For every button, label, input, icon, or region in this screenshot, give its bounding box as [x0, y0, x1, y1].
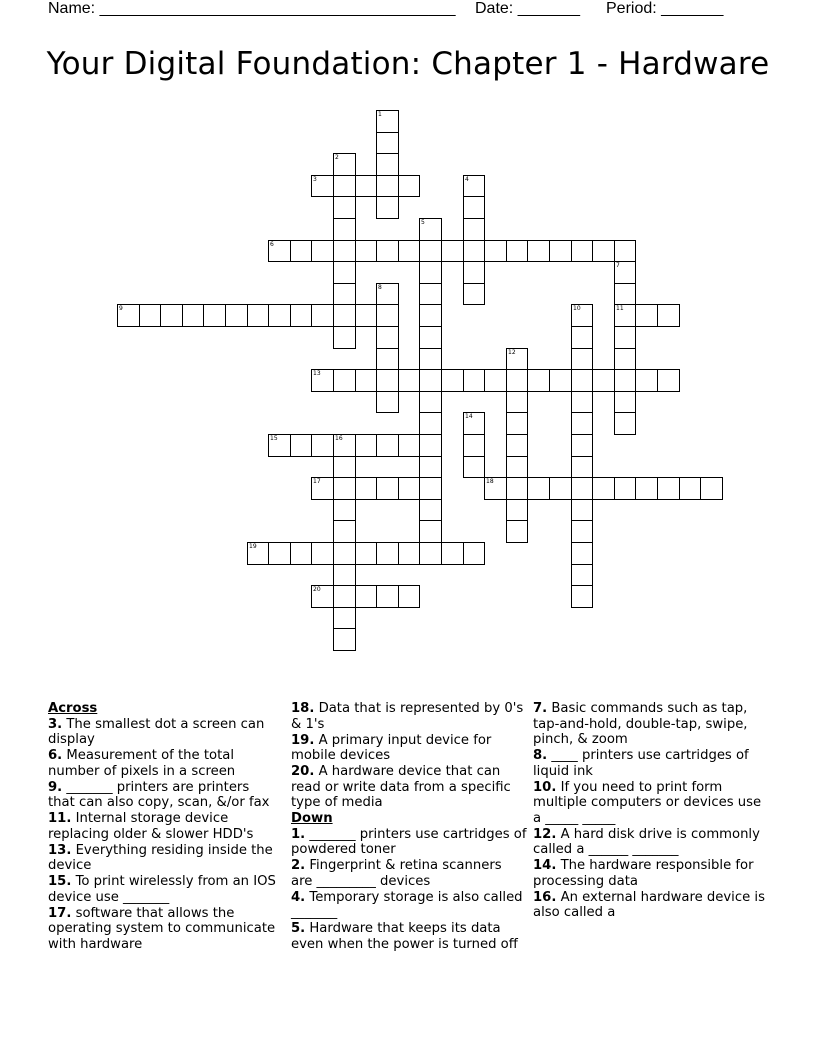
- grid-cell[interactable]: [268, 304, 291, 327]
- clue-number: 10: [573, 305, 581, 312]
- grid-cell[interactable]: [463, 240, 485, 262]
- clue-text: _______ printers are printers that can also copy, scan, &/or fax: [48, 779, 270, 810]
- grid-cell[interactable]: [290, 542, 312, 565]
- clue-number: 15: [270, 435, 278, 442]
- clue-num: 11.: [48, 811, 72, 826]
- clue-num: 3.: [48, 716, 63, 732]
- grid-cell[interactable]: [139, 304, 161, 327]
- grid-cell[interactable]: [311, 585, 334, 608]
- grid-cell[interactable]: [333, 456, 356, 478]
- grid-cell[interactable]: [571, 542, 593, 565]
- grid-cell[interactable]: [571, 369, 593, 392]
- down-heading: Down: [291, 811, 333, 826]
- grid-cell[interactable]: [333, 304, 356, 327]
- clue-num: 8.: [533, 748, 548, 763]
- grid-cell[interactable]: [290, 434, 312, 457]
- grid-cell[interactable]: [398, 585, 420, 608]
- across-clue: [291, 701, 527, 732]
- grid-cell[interactable]: [333, 520, 356, 543]
- grid-cell[interactable]: [571, 348, 593, 370]
- clue-text: A primary input device for mobile devices: [291, 732, 492, 763]
- grid-cell[interactable]: [311, 240, 334, 262]
- grid-cell[interactable]: [419, 542, 442, 565]
- down-clue: [533, 748, 769, 779]
- grid-cell[interactable]: [311, 175, 334, 197]
- grid-cell[interactable]: [419, 369, 442, 392]
- grid-cell[interactable]: [571, 412, 593, 435]
- grid-cell[interactable]: [484, 477, 507, 500]
- grid-cell[interactable]: [333, 477, 356, 500]
- grid-cell[interactable]: [506, 412, 528, 435]
- clue-text: Basic commands such as tap, tap-and-hold, double-tap, swipe, pinch, & zoom: [533, 701, 748, 747]
- grid-cell[interactable]: [571, 434, 593, 457]
- grid-cell[interactable]: [376, 391, 399, 413]
- clue-number: 20: [313, 586, 321, 593]
- grid-cell[interactable]: [614, 348, 636, 370]
- clue-num: 6.: [48, 748, 63, 763]
- grid-cell[interactable]: [247, 304, 269, 327]
- grid-cell[interactable]: [117, 304, 140, 327]
- grid-cell[interactable]: [635, 304, 658, 327]
- grid-cell[interactable]: [376, 585, 399, 608]
- across-clue: [48, 843, 280, 874]
- grid-cell[interactable]: [571, 585, 593, 608]
- grid-cell[interactable]: [333, 196, 356, 219]
- across-clue: [291, 733, 527, 764]
- grid-cell[interactable]: [614, 326, 636, 349]
- grid-cell[interactable]: [333, 283, 356, 305]
- grid-cell[interactable]: [376, 369, 399, 392]
- clue-text: _______ printers use cartridges of powdered toner: [291, 826, 527, 857]
- grid-cell[interactable]: [614, 261, 636, 284]
- clue-num: 7.: [533, 701, 548, 716]
- grid-cell[interactable]: [657, 304, 680, 327]
- clue-text: The smallest dot a screen can display: [48, 716, 265, 747]
- grid-cell[interactable]: [376, 434, 399, 457]
- across-clue: [48, 748, 280, 779]
- grid-cell[interactable]: [614, 304, 636, 327]
- clue-number: 16: [335, 435, 343, 442]
- grid-cell[interactable]: [398, 175, 420, 197]
- grid-cell[interactable]: [679, 477, 701, 500]
- grid-cell[interactable]: [527, 477, 550, 500]
- grid-cell[interactable]: [333, 240, 356, 262]
- grid-cell[interactable]: [333, 585, 356, 608]
- across-clue: [48, 717, 280, 748]
- clue-num: 15.: [48, 874, 72, 889]
- grid-cell[interactable]: [290, 240, 312, 262]
- grid-cell[interactable]: [419, 434, 442, 457]
- grid-cell[interactable]: [376, 477, 399, 500]
- grid-cell[interactable]: [333, 542, 356, 565]
- grid-cell[interactable]: [376, 153, 399, 176]
- grid-cell[interactable]: [506, 499, 528, 521]
- grid-cell[interactable]: [463, 434, 485, 457]
- grid-cell[interactable]: [441, 240, 464, 262]
- grid-cell[interactable]: [419, 499, 442, 521]
- grid-cell[interactable]: [506, 391, 528, 413]
- grid-cell[interactable]: [527, 240, 550, 262]
- grid-cell[interactable]: [635, 369, 658, 392]
- clue-num: 20.: [291, 764, 315, 779]
- clue-text: Measurement of the total number of pixels in a screen: [48, 748, 236, 779]
- clue-text: The hardware responsible for processing data: [533, 858, 754, 889]
- grid-cell[interactable]: [376, 348, 399, 370]
- grid-cell[interactable]: [333, 175, 356, 197]
- clue-text: An external hardware device is also called a: [533, 889, 765, 920]
- grid-cell[interactable]: [571, 326, 593, 349]
- grid-cell[interactable]: [419, 520, 442, 543]
- clues-column-3: [533, 701, 769, 921]
- grid-cell[interactable]: [463, 542, 485, 565]
- grid-cell[interactable]: [268, 240, 291, 262]
- clue-text: If you need to print form multiple computers or devices use a _____ _____: [533, 779, 762, 826]
- grid-cell[interactable]: [614, 369, 636, 392]
- clue-text: Everything residing inside the device: [48, 842, 273, 873]
- clue-number: 2: [335, 154, 339, 161]
- grid-cell[interactable]: [419, 412, 442, 435]
- grid-cell[interactable]: [333, 564, 356, 586]
- grid-cell[interactable]: [419, 261, 442, 284]
- grid-cell[interactable]: [571, 304, 593, 327]
- down-clue: [533, 890, 769, 921]
- clue-number: 3: [313, 176, 317, 183]
- grid-cell[interactable]: [592, 369, 615, 392]
- across-heading: Across: [48, 701, 98, 716]
- grid-cell[interactable]: [419, 304, 442, 327]
- clue-num: 14.: [533, 858, 557, 873]
- grid-cell[interactable]: [506, 369, 528, 392]
- grid-cell[interactable]: [376, 240, 399, 262]
- grid-cell[interactable]: [614, 412, 636, 435]
- grid-cell[interactable]: [463, 218, 485, 241]
- grid-cell[interactable]: [398, 477, 420, 500]
- down-clue: [533, 701, 769, 748]
- grid-cell[interactable]: [571, 499, 593, 521]
- clue-text: ____ printers use cartridges of liquid ink: [533, 748, 749, 779]
- clue-number: 14: [465, 413, 473, 420]
- grid-cell[interactable]: [398, 434, 420, 457]
- grid-cell[interactable]: [484, 240, 507, 262]
- clue-num: 5.: [291, 921, 306, 936]
- grid-cell[interactable]: [376, 110, 399, 133]
- grid-cell[interactable]: [355, 434, 377, 457]
- grid-cell[interactable]: [549, 369, 572, 392]
- grid-cell[interactable]: [463, 175, 485, 197]
- page-title: Your Digital Foundation: Chapter 1 - Hardware: [46, 46, 770, 82]
- grid-cell[interactable]: [160, 304, 183, 327]
- grid-cell[interactable]: [355, 477, 377, 500]
- grid-cell[interactable]: [657, 369, 680, 392]
- clue-number: 4: [465, 176, 469, 183]
- across-clue: [48, 811, 280, 842]
- clue-num: 17.: [48, 905, 72, 921]
- across-clue: [48, 874, 280, 905]
- grid-cell[interactable]: [571, 240, 593, 262]
- clue-num: 9.: [48, 779, 63, 795]
- clue-num: 2.: [291, 858, 306, 873]
- grid-cell[interactable]: [527, 369, 550, 392]
- down-clue: [291, 858, 527, 889]
- grid-cell[interactable]: [333, 607, 356, 629]
- down-clue: [533, 858, 769, 889]
- grid-cell[interactable]: [398, 240, 420, 262]
- grid-cell[interactable]: [333, 153, 356, 176]
- clue-num: 10.: [533, 779, 557, 795]
- clue-text: software that allows the operating system to communicate with hardware: [48, 905, 276, 952]
- grid-cell[interactable]: [355, 542, 377, 565]
- grid-cell[interactable]: [355, 175, 377, 197]
- grid-cell[interactable]: [506, 434, 528, 457]
- grid-cell[interactable]: [463, 456, 485, 478]
- grid-cell[interactable]: [635, 477, 658, 500]
- clue-number: 6: [270, 241, 274, 248]
- clue-number: 8: [378, 284, 382, 291]
- grid-cell[interactable]: [311, 434, 334, 457]
- grid-cell[interactable]: [506, 520, 528, 543]
- clue-text: Hardware that keeps its data even when the power is turned off: [291, 921, 518, 952]
- grid-cell[interactable]: [376, 542, 399, 565]
- clue-number: 17: [313, 478, 321, 485]
- grid-cell[interactable]: [311, 542, 334, 565]
- clue-num: 16.: [533, 889, 557, 905]
- grid-cell[interactable]: [225, 304, 248, 327]
- grid-cell[interactable]: [657, 477, 680, 500]
- grid-cell[interactable]: [376, 304, 399, 327]
- clue-text: Temporary storage is also called _______: [291, 889, 523, 920]
- grid-cell[interactable]: [376, 326, 399, 349]
- grid-cell[interactable]: [355, 240, 377, 262]
- grid-cell[interactable]: [333, 261, 356, 284]
- grid-cell[interactable]: [419, 218, 442, 241]
- grid-cell[interactable]: [355, 585, 377, 608]
- grid-cell[interactable]: [268, 434, 291, 457]
- grid-cell[interactable]: [268, 542, 291, 565]
- clue-num: 18.: [291, 701, 315, 716]
- grid-cell[interactable]: [355, 369, 377, 392]
- grid-cell[interactable]: [290, 304, 312, 327]
- grid-cell[interactable]: [419, 326, 442, 349]
- grid-cell[interactable]: [592, 240, 615, 262]
- grid-cell[interactable]: [419, 348, 442, 370]
- grid-cell[interactable]: [247, 542, 269, 565]
- grid-cell[interactable]: [333, 628, 356, 651]
- clue-num: 4.: [291, 889, 306, 905]
- grid-cell[interactable]: [419, 477, 442, 500]
- grid-cell[interactable]: [571, 456, 593, 478]
- grid-cell[interactable]: [333, 434, 356, 457]
- clue-num: 19.: [291, 732, 315, 748]
- clue-text: A hardware device that can read or write data from a specific type of media: [291, 764, 511, 810]
- grid-cell[interactable]: [376, 283, 399, 305]
- clues-column-2: [291, 701, 527, 953]
- grid-cell[interactable]: [376, 175, 399, 197]
- grid-cell[interactable]: [398, 542, 420, 565]
- grid-cell[interactable]: [549, 477, 572, 500]
- grid-cell[interactable]: [419, 391, 442, 413]
- grid-cell[interactable]: [376, 196, 399, 219]
- grid-cell[interactable]: [484, 369, 507, 392]
- clue-text: A hard disk drive is commonly called a ______ _______: [533, 826, 760, 857]
- grid-cell[interactable]: [311, 477, 334, 500]
- grid-cell[interactable]: [571, 391, 593, 413]
- clues-column-1: [48, 701, 280, 953]
- clue-number: 19: [249, 543, 257, 550]
- grid-cell[interactable]: [203, 304, 226, 327]
- clue-text: Internal storage device replacing older & slower HDD's: [48, 811, 254, 842]
- grid-cell[interactable]: [333, 218, 356, 241]
- down-clue: [533, 827, 769, 858]
- clue-text: To print wirelessly from an IOS device use _______: [48, 874, 276, 905]
- grid-cell[interactable]: [506, 456, 528, 478]
- clue-text: Fingerprint & retina scanners are _________ devices: [291, 858, 502, 889]
- clue-number: 11: [616, 305, 624, 312]
- grid-cell[interactable]: [463, 369, 485, 392]
- across-clue: [48, 906, 280, 953]
- grid-cell[interactable]: [419, 456, 442, 478]
- grid-cell[interactable]: [463, 261, 485, 284]
- grid-cell[interactable]: [311, 369, 334, 392]
- clue-number: 12: [508, 349, 516, 356]
- grid-cell[interactable]: [333, 499, 356, 521]
- down-clue: [533, 780, 769, 827]
- grid-cell[interactable]: [571, 520, 593, 543]
- grid-cell[interactable]: [571, 564, 593, 586]
- clue-num: 13.: [48, 842, 72, 858]
- grid-cell[interactable]: [506, 477, 528, 500]
- clue-text: Data that is represented by 0's & 1's: [291, 701, 524, 732]
- down-clue: [291, 827, 527, 858]
- grid-cell[interactable]: [333, 326, 356, 349]
- clue-num: 1.: [291, 826, 306, 842]
- clue-number: 5: [421, 219, 425, 226]
- clue-number: 1: [378, 111, 382, 118]
- grid-cell[interactable]: [700, 477, 723, 500]
- grid-cell[interactable]: [614, 477, 636, 500]
- grid-cell[interactable]: [592, 477, 615, 500]
- grid-cell[interactable]: [571, 477, 593, 500]
- clue-number: 13: [313, 370, 321, 377]
- down-clue: [291, 921, 527, 952]
- grid-cell[interactable]: [506, 240, 528, 262]
- clue-number: 9: [119, 305, 123, 312]
- grid-cell[interactable]: [419, 240, 442, 262]
- grid-cell[interactable]: [441, 542, 464, 565]
- grid-cell[interactable]: [398, 369, 420, 392]
- grid-cell[interactable]: [311, 304, 334, 327]
- grid-cell[interactable]: [614, 283, 636, 305]
- grid-cell[interactable]: [182, 304, 204, 327]
- clue-number: 18: [486, 478, 494, 485]
- grid-cell[interactable]: [549, 240, 572, 262]
- across-clue: [48, 780, 280, 811]
- grid-cell[interactable]: [333, 369, 356, 392]
- grid-cell[interactable]: [463, 412, 485, 435]
- grid-cell[interactable]: [614, 391, 636, 413]
- grid-cell[interactable]: [614, 240, 636, 262]
- grid-cell[interactable]: [419, 283, 442, 305]
- down-clue: [291, 890, 527, 921]
- grid-cell[interactable]: [463, 283, 485, 305]
- grid-cell[interactable]: [506, 348, 528, 370]
- grid-cell[interactable]: [463, 196, 485, 219]
- grid-cell[interactable]: [355, 304, 377, 327]
- grid-cell[interactable]: [376, 132, 399, 154]
- grid-cell[interactable]: [441, 369, 464, 392]
- clue-number: 7: [616, 262, 620, 269]
- across-clue: [291, 764, 527, 811]
- clue-num: 12.: [533, 826, 557, 842]
